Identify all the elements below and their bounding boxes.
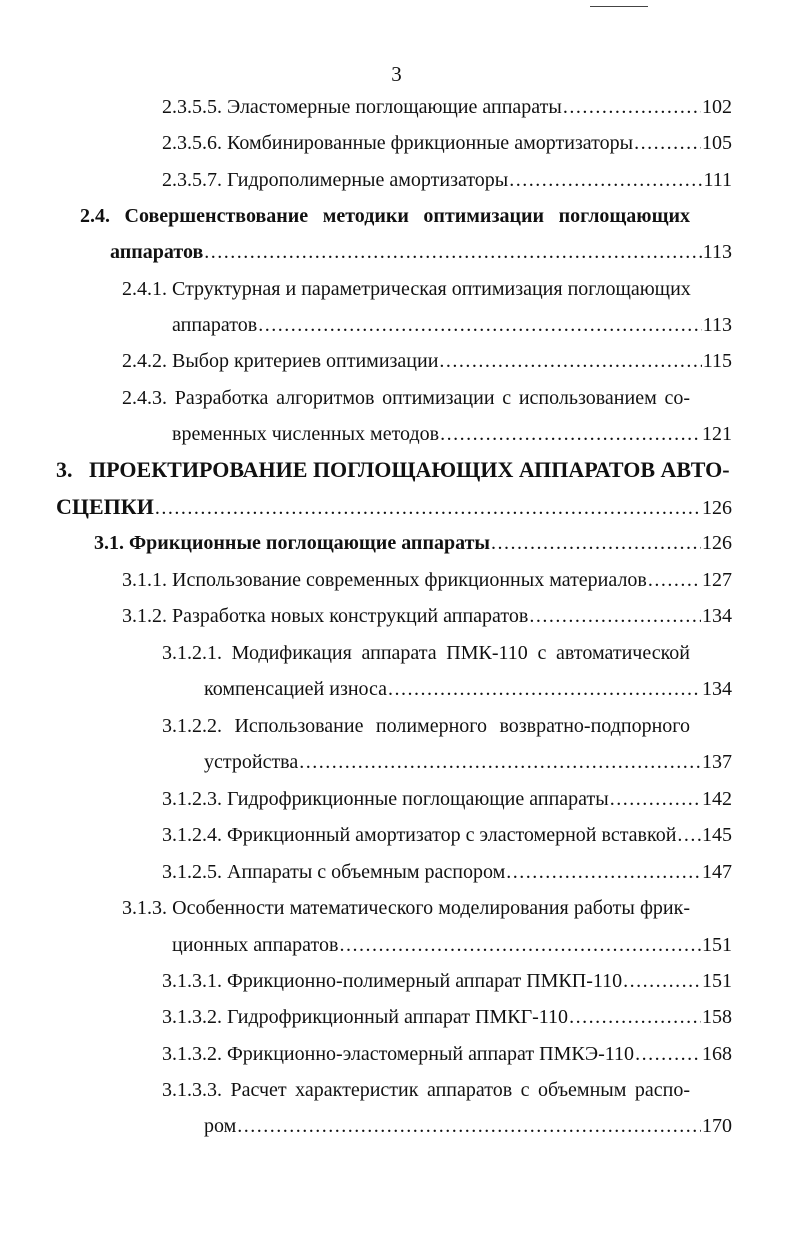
toc-entry-title: 3.1.1. Использование современных фрикционных материалов bbox=[122, 569, 647, 591]
toc-leader-dots bbox=[491, 528, 701, 558]
toc-entry-3-1-3-1[interactable] bbox=[162, 966, 732, 996]
toc-leader-dots bbox=[299, 747, 701, 777]
toc-entry-page: 145 bbox=[702, 824, 732, 846]
toc-entry-3-1-2-1[interactable] bbox=[204, 674, 732, 704]
toc-entry-page: 113 bbox=[702, 241, 732, 263]
toc-entry-title: 3.1.3.2. Гидрофрикционный аппарат ПМКГ-110 bbox=[162, 1006, 569, 1028]
toc-entry-title: 3.1.2.4. Фрикционный амортизатор с эластомерной вставкой bbox=[162, 824, 677, 846]
toc-entry-page: 151 bbox=[702, 934, 732, 956]
toc-leader-dots bbox=[569, 1002, 701, 1032]
toc-entry-title: ром bbox=[204, 1115, 237, 1137]
toc-entry-2-4-1[interactable] bbox=[172, 310, 732, 340]
toc-leader-dots bbox=[509, 165, 702, 195]
toc-entry-2-3-5-6[interactable] bbox=[162, 128, 732, 158]
toc-entry-page: 137 bbox=[702, 751, 732, 773]
toc-leader-dots bbox=[339, 930, 701, 960]
toc-leader-dots bbox=[388, 674, 701, 704]
toc-entry-title: устройства bbox=[204, 751, 299, 773]
toc-entry-title: 3.1.2.3. Гидрофрикционные поглощающие аппараты bbox=[162, 788, 609, 810]
toc-entry-2-4-2[interactable] bbox=[122, 346, 732, 376]
toc-entry-3-1-3-3[interactable] bbox=[204, 1111, 732, 1141]
toc-entry-title: временных численных методов bbox=[172, 423, 440, 445]
toc-entry-3-1-2[interactable] bbox=[122, 601, 732, 631]
toc-leader-dots bbox=[440, 419, 701, 449]
toc-entry-page: 147 bbox=[702, 861, 732, 883]
toc-entry-title: ционных аппаратов bbox=[172, 934, 339, 956]
toc-entry-title: 3.1.3.1. Фрикционно-полимерный аппарат ПМКП-110 bbox=[162, 970, 623, 992]
toc-entry-title: 3.1.3.2. Фрикционно-эластомерный аппарат ПМКЭ-110 bbox=[162, 1043, 635, 1065]
toc-leader-dots bbox=[204, 237, 701, 267]
toc-entry-page: 126 bbox=[702, 497, 732, 519]
toc-leader-dots bbox=[529, 601, 701, 631]
toc-leader-dots bbox=[634, 128, 701, 158]
toc-entry-3-1-3-2-a[interactable] bbox=[162, 1002, 732, 1032]
toc-entry-3-1-3-line1[interactable]: 3.1.3. Особенности математического моделирования работы фрик- bbox=[122, 897, 690, 919]
toc-entry-title: 2.3.5.6. Комбинированные фрикционные амортизаторы bbox=[162, 132, 634, 154]
toc-leader-dots bbox=[439, 346, 701, 376]
toc-entry-3-1-3-3-line1[interactable]: 3.1.3.3. Расчет характеристик аппаратов с объемным распо- bbox=[162, 1079, 690, 1101]
toc-entry-page: 111 bbox=[703, 169, 732, 191]
toc-entry-page: 126 bbox=[702, 532, 732, 554]
toc-leader-dots bbox=[506, 857, 701, 887]
toc-entry-3-1-2-2[interactable] bbox=[204, 747, 732, 777]
toc-entry-page: 127 bbox=[702, 569, 732, 591]
toc-entry-3-1-1[interactable] bbox=[122, 565, 732, 595]
toc-entry-3-1-3[interactable] bbox=[172, 930, 732, 960]
toc-leader-dots bbox=[258, 310, 702, 340]
toc-entry-title: компенсацией износа bbox=[204, 678, 388, 700]
toc-leader-dots bbox=[563, 92, 701, 122]
toc-entry-3-1[interactable] bbox=[94, 528, 732, 558]
toc-entry-page: 168 bbox=[702, 1043, 732, 1065]
toc-entry-title: СЦЕПКИ bbox=[56, 494, 154, 519]
toc-leader-dots bbox=[648, 565, 701, 595]
toc-entry-page: 142 bbox=[702, 788, 732, 810]
toc-entry-title: 3.1. Фрикционные поглощающие аппараты bbox=[94, 532, 491, 554]
toc-entry-2-4-line1[interactable]: 2.4. Совершенствование методики оптимизации поглощающих bbox=[80, 205, 690, 227]
toc-entry-title: 3.1.2.5. Аппараты с объемным распором bbox=[162, 861, 506, 883]
toc-entry-page: 121 bbox=[702, 423, 732, 445]
toc-entry-title: 3.1.2. Разработка новых конструкций аппаратов bbox=[122, 605, 529, 627]
toc-leader-dots bbox=[635, 1039, 701, 1069]
toc-entry-3-1-3-2-b[interactable] bbox=[162, 1039, 732, 1069]
toc-entry-title: 2.4.2. Выбор критериев оптимизации bbox=[122, 350, 439, 372]
toc-entry-page: 158 bbox=[702, 1006, 732, 1028]
toc-entry-title: аппаратов bbox=[172, 314, 258, 336]
toc-entry-page: 113 bbox=[702, 314, 732, 336]
toc-entry-3-1-2-1-line1[interactable]: 3.1.2.1. Модификация аппарата ПМК-110 с автоматической bbox=[162, 642, 690, 664]
toc-entry-title: 2.3.5.7. Гидрополимерные амортизаторы bbox=[162, 169, 509, 191]
toc-entry-title: 2.3.5.5. Эластомерные поглощающие аппараты bbox=[162, 96, 562, 118]
toc-entry-3-line1[interactable]: 3. ПРОЕКТИРОВАНИЕ ПОГЛОЩАЮЩИХ АППАРАТОВ АВТО- bbox=[56, 457, 730, 482]
toc-entry-page: 151 bbox=[702, 970, 732, 992]
toc-entry-page: 115 bbox=[702, 350, 732, 372]
toc-entry-2-4-1-line1[interactable]: 2.4.1. Структурная и параметрическая оптимизация поглощающих bbox=[122, 278, 691, 300]
toc-entry-2-4-3[interactable] bbox=[172, 419, 732, 449]
toc-leader-dots bbox=[237, 1111, 701, 1141]
toc-entry-page: 134 bbox=[702, 678, 732, 700]
toc-leader-dots bbox=[610, 784, 701, 814]
toc-entry-2-3-5-5[interactable] bbox=[162, 92, 732, 122]
toc-entry-2-3-5-7[interactable] bbox=[162, 165, 732, 195]
toc-leader-dots bbox=[623, 966, 701, 996]
toc-entry-3-1-2-2-line1[interactable]: 3.1.2.2. Использование полимерного возвратно-подпорного bbox=[162, 715, 690, 737]
page-number: 3 bbox=[391, 62, 402, 86]
toc-entry-page: 102 bbox=[702, 96, 732, 118]
toc-entry-2-4[interactable] bbox=[110, 237, 732, 267]
toc-entry-page: 105 bbox=[702, 132, 732, 154]
toc-entry-3-1-2-5[interactable] bbox=[162, 857, 732, 887]
toc-entry-title: аппаратов bbox=[110, 241, 204, 263]
toc-entry-3-1-2-3[interactable] bbox=[162, 784, 732, 814]
toc-entry-3-1-2-4[interactable] bbox=[162, 820, 732, 850]
toc-entry-2-4-3-line1[interactable]: 2.4.3. Разработка алгоритмов оптимизации с использованием со- bbox=[122, 387, 690, 409]
toc-leader-dots bbox=[677, 820, 701, 850]
toc-entry-page: 134 bbox=[702, 605, 732, 627]
toc-leader-dots bbox=[155, 493, 701, 523]
toc-entry-3[interactable] bbox=[56, 492, 732, 522]
toc-entry-page: 170 bbox=[702, 1115, 732, 1137]
